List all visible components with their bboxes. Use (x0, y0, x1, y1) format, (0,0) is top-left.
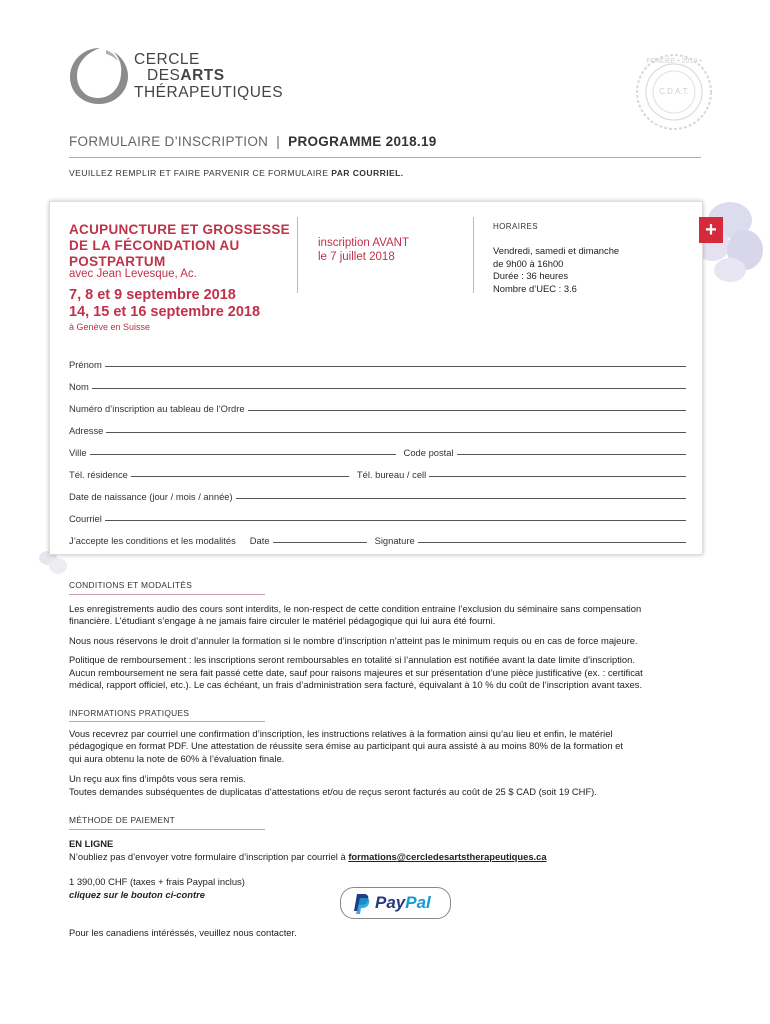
signature-field[interactable] (418, 541, 686, 543)
info-p1-l2: pédagogique en format PDF. Une attestation de réussite sera émise au participant qui aura assisté à au moins 80% de la formation et (69, 740, 623, 752)
payment-reminder (69, 851, 547, 863)
info-p2-l1: Un reçu aux fins d’impôts vous sera remis. (69, 773, 246, 785)
naissance-label: Date de naissance (jour / mois / année) (69, 491, 233, 502)
info-heading: INFORMATIONS PRATIQUES (69, 708, 190, 718)
location: à Genève en Suisse (69, 322, 151, 332)
stamp-ring-text: FONDÉE • 2010 • (646, 58, 702, 65)
column-divider-2 (473, 217, 474, 293)
nom-label: Nom (69, 381, 89, 392)
dates-line-2: 14, 15 et 16 septembre 2018 (69, 304, 261, 320)
paypal-wordmark (375, 893, 431, 913)
numero-label: Numéro d’inscription au tableau de l’Ordre (69, 403, 245, 414)
instruction-bold: PAR COURRIEL. (331, 168, 404, 178)
payment-online: EN LIGNE (69, 838, 114, 849)
logo-line-1: CERCLE (134, 51, 200, 68)
conditions-heading: CONDITIONS ET MODALITÉS (69, 580, 193, 590)
schedule-line-1: Vendredi, samedi et dimanche (493, 245, 620, 256)
payment-price: 1 390,00 CHF (taxes + frais Paypal inclus) (69, 876, 245, 887)
title-light: FORMULAIRE D’INSCRIPTION (69, 134, 269, 149)
payment-rule (69, 829, 265, 830)
payment-heading: MÉTHODE DE PAIEMENT (69, 815, 176, 825)
prenom-label: Prénom (69, 359, 102, 370)
instruction-text (69, 168, 404, 178)
adresse-field[interactable] (106, 431, 686, 433)
schedule-line-3: Durée : 36 heures (493, 270, 569, 281)
tel-bureau-label: Tél. bureau / cell (356, 469, 427, 480)
dates-line-1: 7, 8 et 9 septembre 2018 (69, 287, 236, 303)
logo-line-3: THÉRAPEUTIQUES (134, 84, 284, 101)
naissance-row (69, 488, 686, 502)
paypal-logo-icon (351, 893, 371, 915)
info-p1-l3: qui aura obtenu la note de 60% à l’évaluation finale. (69, 752, 285, 764)
course-title-line-2: DE LA FÉCONDATION AU (69, 238, 240, 253)
numero-row (69, 400, 686, 414)
numero-field[interactable] (248, 409, 686, 411)
info-p2-l2: Toutes demandes subséquentes de duplicatas d’attestations et/ou de reçus seront facturés au coût de 25 $ CAD (soit 19 CHF). (69, 785, 597, 797)
logo (66, 42, 286, 104)
schedule (493, 245, 619, 295)
payment-canada: Pour les canadiens intéréssés, veuillez nous contacter. (69, 927, 297, 938)
courriel-row (69, 510, 686, 524)
logo-circle-icon (66, 44, 134, 106)
logo-line-2a: DES (147, 67, 181, 84)
ville-label: Ville (69, 447, 87, 458)
conditions-p3-l3: médical, rapport officiel, etc.). Le cas échéant, un frais d’administration sera facturé, équivalant à 10 % du coût de l’inscription avant taxes. (69, 679, 643, 691)
code-postal-field[interactable] (457, 453, 686, 455)
telephone-row (69, 466, 686, 480)
conditions-p2: Nous nous réservons le droit d’annuler la formation si le nombre d’inscription n’atteint pas le minimum requis ou en cas de force majeure. (69, 634, 638, 646)
header-rule (69, 157, 701, 158)
adresse-row (69, 422, 686, 436)
info-text (69, 728, 719, 798)
nom-row (69, 378, 686, 392)
instructor: avec Jean Levesque, Ac. (69, 268, 197, 280)
deadline-line-1: inscription AVANT (318, 237, 409, 249)
conditions-p1-l2: financière. L’étudiant s’engage à ne jamais faire circuler le matériel pédagogique qui lui aura été fourni. (69, 615, 496, 627)
date-field[interactable] (273, 541, 367, 543)
info-p1-l1: Vous recevrez par courriel une confirmation d’inscription, les instructions relatives à la formation ainsi qu’au lieu et enfin, le matériel (69, 728, 613, 739)
prenom-field[interactable] (105, 365, 686, 367)
deadline (318, 236, 409, 264)
logo-line-2 (147, 68, 225, 84)
prenom-row (69, 356, 686, 370)
conditions-text (69, 603, 719, 691)
date-label: Date (249, 535, 270, 546)
swiss-cross-icon: + (705, 219, 717, 241)
paypal-button[interactable] (340, 887, 451, 919)
swiss-flag (699, 217, 723, 243)
title-separator: | (276, 134, 281, 149)
schedule-line-2: de 9h00 à 16h00 (493, 257, 564, 269)
tel-residence-label: Tél. résidence (69, 469, 128, 480)
naissance-field[interactable] (236, 497, 686, 499)
ville-row (69, 444, 686, 458)
page-title (69, 134, 437, 149)
schedule-line-4: Nombre d’UEC : 3.6 (493, 282, 577, 294)
ville-field[interactable] (90, 453, 396, 455)
conditions-rule (69, 594, 265, 595)
signature-row (69, 532, 686, 546)
code-postal-label: Code postal (403, 447, 454, 458)
paypal-pay: Pay (375, 893, 406, 912)
tel-bureau-field[interactable] (429, 475, 686, 477)
stamp-center-text: C.D.A.T. (659, 87, 689, 96)
accept-conditions-label: J’accepte les conditions et les modalités (69, 535, 236, 546)
conditions-p3-l1: Politique de remboursement : les inscriptions seront remboursables en totalité si l’annulation est notifiée avant la date limite d’inscription. (69, 654, 635, 666)
tel-residence-field[interactable] (131, 475, 349, 477)
title-bold: PROGRAMME 2018.19 (288, 134, 437, 149)
conditions-p3-l2: Aucun remboursement ne sera fait passé cette date, sauf pour raisons majeures et sur présentation d’une pièce justificative (ex. : certificat (69, 666, 643, 678)
nom-field[interactable] (92, 387, 686, 389)
course-title-line-3: POSTPARTUM (69, 254, 166, 269)
payment-click-hint: cliquez sur le bouton ci-contre (69, 889, 205, 900)
courriel-field[interactable] (105, 519, 686, 521)
instruction-main: VEUILLEZ REMPLIR ET FAIRE PARVENIR CE FORMULAIRE (69, 168, 329, 178)
payment-email-link[interactable]: formations@cercledesartstherapeutiques.ca (348, 851, 547, 862)
column-divider-1 (297, 217, 298, 293)
deadline-line-2: le 7 juillet 2018 (318, 251, 395, 263)
adresse-label: Adresse (69, 425, 104, 436)
courriel-label: Courriel (69, 513, 102, 524)
schedule-heading: HORAIRES (493, 222, 538, 231)
paypal-pal: Pal (405, 893, 431, 912)
conditions-p1-l1: Les enregistrements audio des cours sont interdits, le non-respect de cette condition entraine l’exclusion du séminaire sans compensation (69, 603, 642, 614)
course-title-line-1: ACUPUNCTURE ET GROSSESSE (69, 222, 290, 237)
stamp (634, 52, 714, 132)
logo-line-2b: ARTS (180, 67, 225, 84)
signature-label: Signature (374, 535, 415, 546)
info-rule (69, 721, 265, 722)
payment-reminder-text: N’oubliez pas d’envoyer votre formulaire d’inscription par courriel à (69, 851, 346, 862)
